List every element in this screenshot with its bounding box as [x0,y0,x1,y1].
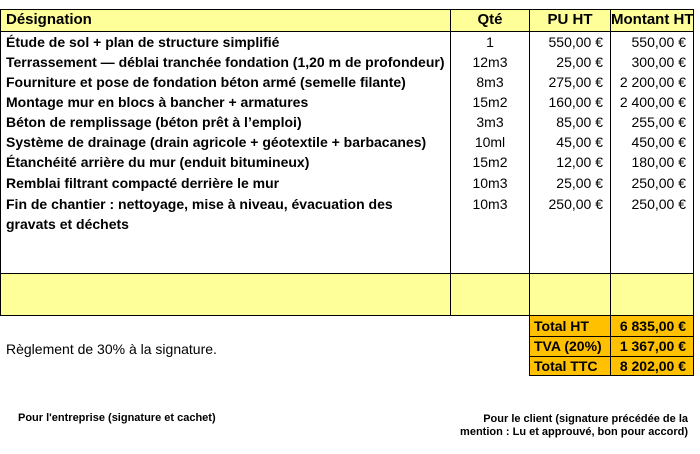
table-row-designation: Fourniture et pose de fondation béton armé (semelle filante) [6,74,406,90]
total-ttc-label: Total TTC [534,358,598,374]
table-row-montant: 550,00 € [631,34,686,50]
table-row-qty: 12m3 [472,54,508,70]
table-border-right [693,9,694,376]
header-pu: PU HT [547,11,593,28]
table-row-montant: 180,00 € [631,154,686,170]
table-row-qty: 15m2 [472,94,508,110]
table-row-montant: 250,00 € [631,175,686,191]
table-row-designation: Béton de remplissage (béton prêt à l’emploi) [6,114,302,130]
total-ttc-value: 8 202,00 € [619,358,686,374]
table-row-pu: 45,00 € [556,134,603,150]
table-row-pu: 12,00 € [556,154,603,170]
total-ht-label: Total HT [534,318,589,334]
table-row-pu: 275,00 € [548,74,603,90]
col-divider-montant [610,9,611,376]
table-row-qty: 8m3 [476,74,504,90]
table-row-pu: 250,00 € [548,196,603,212]
table-empty-band [0,273,693,315]
table-row-designation-cont: gravats et déchets [6,216,129,232]
table-row-montant: 250,00 € [631,196,686,212]
table-row-qty: 15m2 [472,154,508,170]
table-row-qty: 1 [486,34,494,50]
table-row-montant: 255,00 € [631,114,686,130]
header-qty: Qté [477,11,503,28]
table-row-designation: Fin de chantier : nettoyage, mise à niveau, évacuation des [6,196,393,212]
tva-value: 1 367,00 € [619,338,686,354]
table-row-qty: 3m3 [476,114,504,130]
table-row-montant: 2 200,00 € [619,74,686,90]
table-row-pu: 550,00 € [548,34,603,50]
tva-label: TVA (20%) [534,338,602,354]
table-row-montant: 300,00 € [631,54,686,70]
table-row-montant: 450,00 € [631,134,686,150]
body-bottom-border [0,273,694,274]
table-row-designation: Montage mur en blocs à bancher + armatures [6,94,309,110]
header-designation: Désignation [6,11,92,28]
table-row-qty: 10m3 [472,175,508,191]
signature-company: Pour l'entreprise (signature et cachet) [18,412,216,424]
table-row-qty: 10ml [474,134,506,150]
table-row-designation: Remblai filtrant compacté derrière le mur [6,175,280,191]
table-border-left [0,9,1,316]
table-row-pu: 160,00 € [548,94,603,110]
table-row-designation: Étanchéité arrière du mur (enduit bitumineux) [6,154,310,170]
table-row-qty: 10m3 [472,196,508,212]
table-row-pu: 85,00 € [556,114,603,130]
payment-note: Règlement de 30% à la signature. [6,341,217,357]
header-montant: Montant HT [611,11,694,28]
table-row-pu: 25,00 € [556,175,603,191]
table-row-designation: Étude de sol + plan de structure simplifié [6,34,280,50]
table-row-pu: 25,00 € [556,54,603,70]
table-border-bottom [0,315,694,316]
total-ht-value: 6 835,00 € [619,318,686,334]
signature-client-line2: mention : Lu et approuvé, bon pour accord) [460,426,688,438]
table-row-montant: 2 400,00 € [619,94,686,110]
signature-client-line1: Pour le client (signature précédée de la [483,413,688,425]
table-row-designation: Terrassement — déblai tranchée fondation (1,20 m de profondeur) [6,54,445,70]
table-row-designation: Système de drainage (drain agricole + géotextile + barbacanes) [6,134,427,150]
